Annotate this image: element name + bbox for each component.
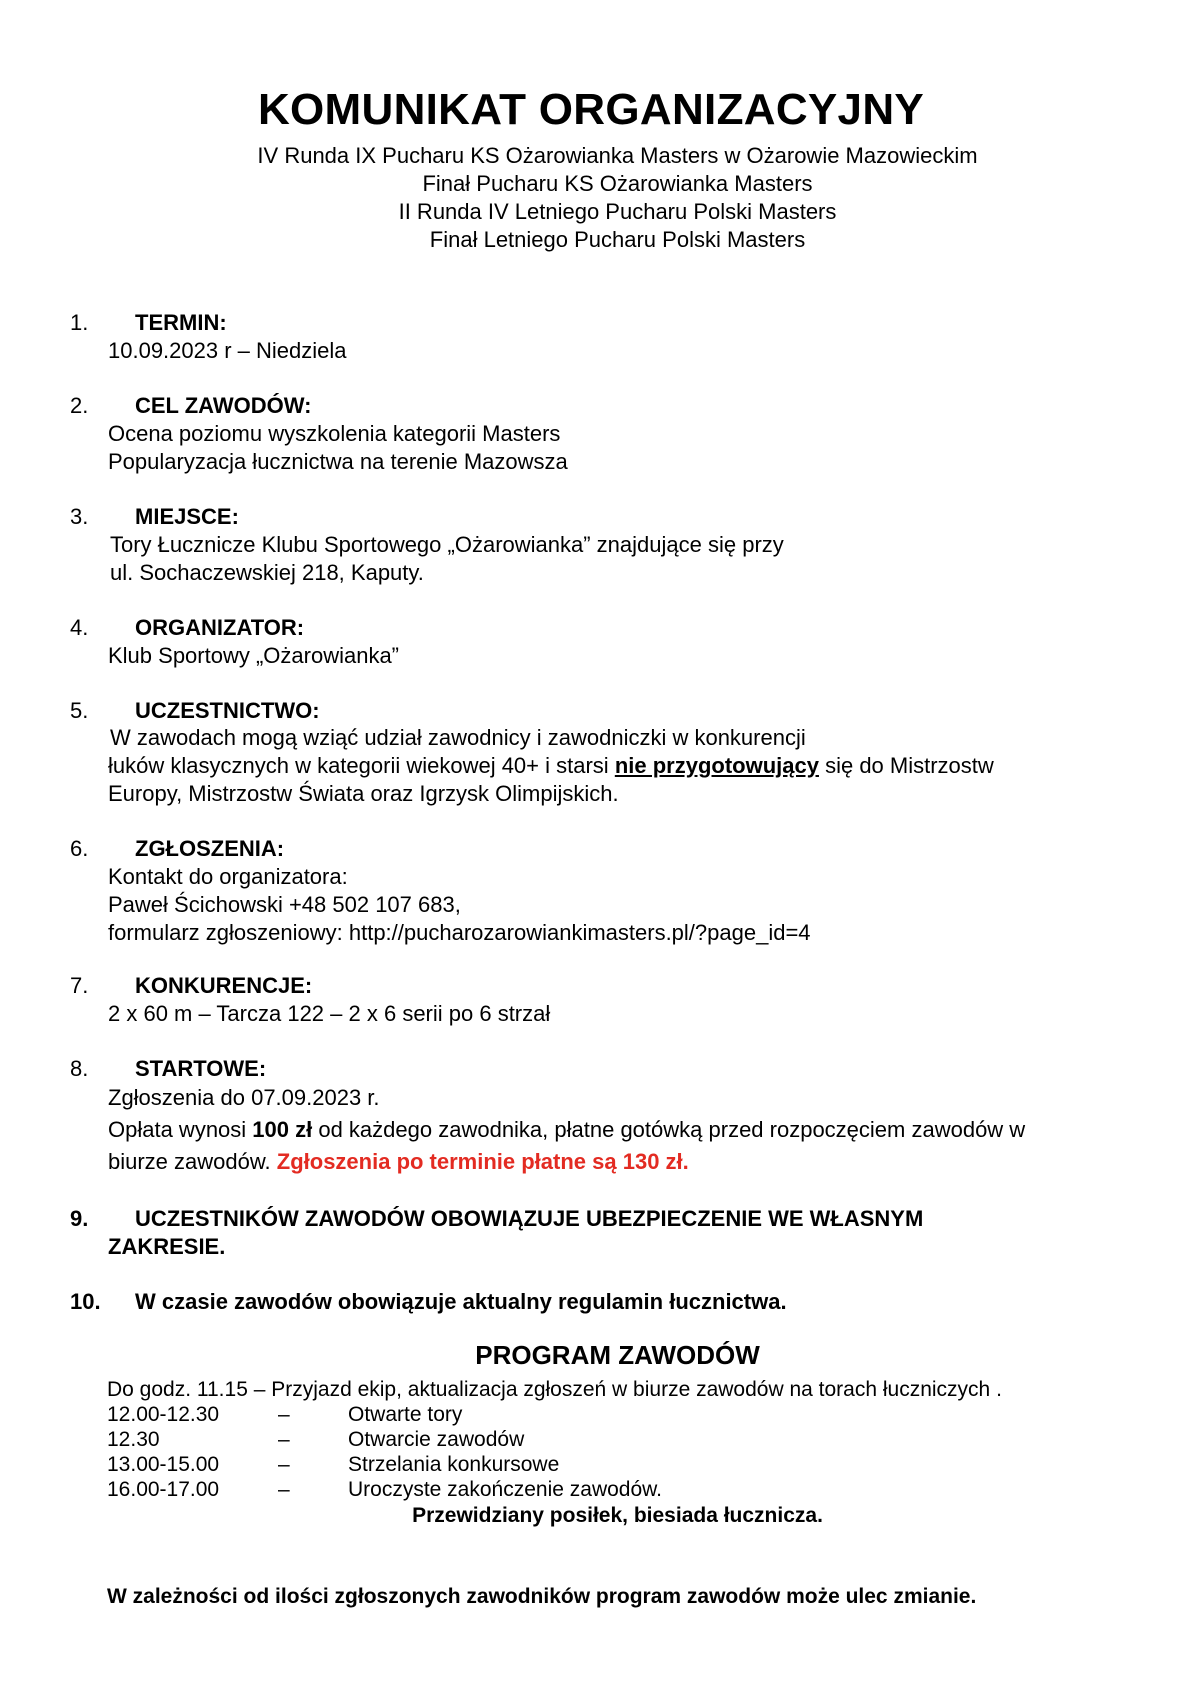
section-text: ZAKRESIE. bbox=[108, 1234, 226, 1259]
program-time: 13.00-15.00 bbox=[107, 1453, 220, 1476]
program-event: Otwarte tory bbox=[348, 1403, 463, 1426]
program-dash: – bbox=[278, 1403, 290, 1426]
program-note: Przewidziany posiłek, biesiada łucznicza. bbox=[412, 1504, 823, 1527]
section-number: 9. bbox=[70, 1206, 89, 1231]
section-heading-ubezpieczenie: UCZESTNIKÓW ZAWODÓW OBOWIĄZUJE UBEZPIECZENIE WE WŁASNYM bbox=[135, 1206, 924, 1231]
program-dash: – bbox=[278, 1428, 290, 1451]
registration-form-link[interactable]: formularz zgłoszeniowy: http://pucharozarowiankimasters.pl/?page_id=4 bbox=[108, 920, 811, 945]
subtitle-line: Finał Pucharu KS Ożarowianka Masters bbox=[422, 171, 813, 196]
section-heading-regulamin: W czasie zawodów obowiązuje aktualny regulamin łucznictwa. bbox=[135, 1289, 787, 1314]
program-time: 12.30 bbox=[107, 1428, 160, 1451]
section-heading-konkurencje: KONKURENCJE: bbox=[135, 973, 313, 998]
section-heading-zgloszenia: ZGŁOSZENIA: bbox=[135, 836, 285, 861]
section-heading-uczestnictwo: UCZESTNICTWO: bbox=[135, 698, 320, 723]
text-segment: od każdego zawodnika, płatne gotówką przed rozpoczęciem zawodów w bbox=[312, 1117, 1026, 1142]
section-number: 4. bbox=[70, 615, 89, 640]
fee-amount: 100 zł bbox=[252, 1117, 313, 1142]
program-title: PROGRAM ZAWODÓW bbox=[475, 1340, 760, 1370]
section-number: 2. bbox=[70, 393, 89, 418]
program-time: 16.00-17.00 bbox=[107, 1478, 220, 1501]
emphasis-underlined: nie przygotowujący bbox=[614, 753, 819, 778]
subtitle-line: II Runda IV Letniego Pucharu Polski Masters bbox=[398, 199, 837, 224]
section-text: 2 x 60 m – Tarcza 122 – 2 x 6 serii po 6 strzał bbox=[108, 1001, 551, 1026]
section-text: Zgłoszenia do 07.09.2023 r. bbox=[108, 1085, 380, 1110]
program-intro: Do godz. 11.15 – Przyjazd ekip, aktualizacja zgłoszeń w biurze zawodów na torach łuczniczych . bbox=[107, 1378, 1002, 1401]
text-segment: Opłata wynosi bbox=[108, 1117, 253, 1142]
text-segment: się do Mistrzostw bbox=[818, 753, 994, 778]
section-text bbox=[108, 755, 994, 777]
program-time: 12.00-12.30 bbox=[107, 1403, 220, 1426]
section-heading-organizator: ORGANIZATOR: bbox=[135, 615, 305, 640]
text-segment: łuków klasycznych w kategorii wiekowej 40+ i starsi bbox=[108, 753, 615, 778]
section-text: W zawodach mogą wziąć udział zawodnicy i zawodniczki w konkurencji bbox=[110, 725, 806, 750]
section-number: 5. bbox=[70, 698, 89, 723]
section-heading-startowe: STARTOWE: bbox=[135, 1056, 267, 1081]
section-text: Europy, Mistrzostw Świata oraz Igrzysk Olimpijskich. bbox=[108, 781, 619, 806]
program-event: Strzelania konkursowe bbox=[348, 1453, 560, 1476]
program-dash: – bbox=[278, 1478, 290, 1501]
program-event: Uroczyste zakończenie zawodów. bbox=[348, 1478, 662, 1501]
section-number: 7. bbox=[70, 973, 89, 998]
section-text: 10.09.2023 r – Niedziela bbox=[108, 338, 347, 363]
section-number: 3. bbox=[70, 504, 89, 529]
section-text bbox=[108, 1151, 689, 1173]
program-dash: – bbox=[278, 1453, 290, 1476]
section-text bbox=[108, 1119, 1025, 1141]
section-number: 10. bbox=[70, 1289, 101, 1314]
section-text: ul. Sochaczewskiej 218, Kaputy. bbox=[110, 560, 424, 585]
section-text: Ocena poziomu wyszkolenia kategorii Masters bbox=[108, 421, 561, 446]
footer-notice: W zależności od ilości zgłoszonych zawodników program zawodów może ulec zmianie. bbox=[107, 1585, 977, 1608]
section-number: 8. bbox=[70, 1056, 89, 1081]
section-text: Kontakt do organizatora: bbox=[108, 864, 348, 889]
subtitle-line: IV Runda IX Pucharu KS Ożarowianka Masters w Ożarowie Mazowieckim bbox=[257, 143, 978, 168]
section-heading-termin: TERMIN: bbox=[135, 310, 227, 335]
subtitle-line: Finał Letniego Pucharu Polski Masters bbox=[429, 227, 806, 252]
section-text: Klub Sportowy „Ożarowianka” bbox=[108, 643, 400, 668]
section-heading-miejsce: MIEJSCE: bbox=[135, 504, 239, 529]
text-segment: biurze zawodów. bbox=[108, 1149, 277, 1174]
section-heading-cel: CEL ZAWODÓW: bbox=[135, 393, 312, 418]
section-number: 6. bbox=[70, 836, 89, 861]
late-fee-notice: Zgłoszenia po terminie płatne są 130 zł. bbox=[276, 1149, 689, 1174]
section-text: Tory Łucznicze Klubu Sportowego „Ożarowianka” znajdujące się przy bbox=[110, 532, 784, 557]
document-title: KOMUNIKAT ORGANIZACYJNY bbox=[257, 85, 925, 134]
section-number: 1. bbox=[70, 310, 89, 335]
contact-phone: Paweł Ścichowski +48 502 107 683, bbox=[108, 892, 461, 917]
section-text: Popularyzacja łucznictwa na terenie Mazowsza bbox=[108, 449, 568, 474]
program-event: Otwarcie zawodów bbox=[348, 1428, 525, 1451]
